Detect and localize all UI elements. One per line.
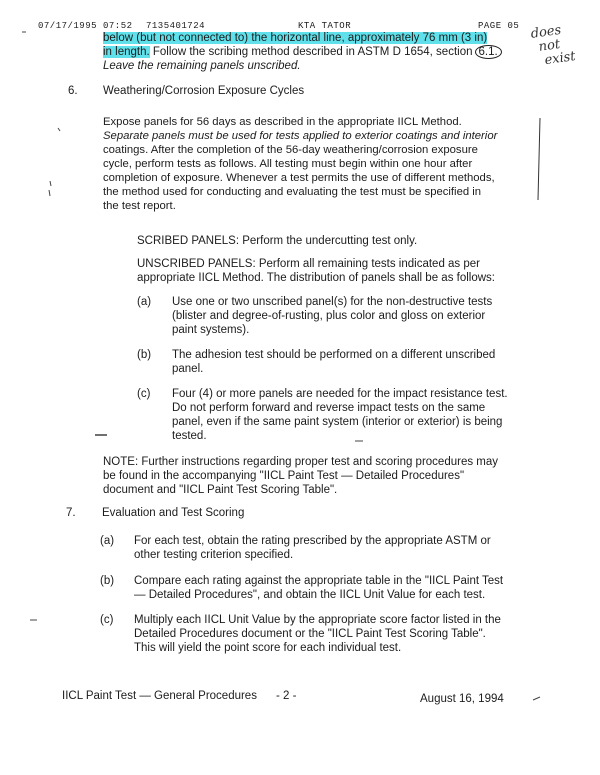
fax-page: PAGE 05 [478,21,520,31]
unscribed-panels: UNSCRIBED PANELS: Perform all remaining tests indicated as per appropriate IICL Method. The distribution of panels shall be as follows: [137,258,495,284]
footer-date: August 16, 1994 [420,693,504,705]
highlighted-text: below (but not connected to) the horizontal line, approximately 76 mm (3 in) [103,32,488,44]
handwritten-word: exist [543,49,577,69]
handwritten-word: does [529,22,563,42]
item-label: (b) [137,349,152,361]
section-6-title: Weathering/Corrosion Exposure Cycles [103,85,305,97]
stray-mark [50,181,51,186]
item-label: (c) [100,614,114,626]
note: NOTE: Further instructions regarding proper test and scoring procedures may be found in the accompanying "IICL Paint Test — Detailed Procedures" document and "IICL Paint Test Scoring Table". [103,456,499,496]
fax-time: 07:52 [103,21,133,31]
stray-mark [49,190,50,196]
item-label: (c) [137,388,151,400]
list-item: Use one or two unscribed panel(s) for the non-destructive tests (blister and degree-of-rusting, plus color and gloss on exterior paint systems). [172,296,493,336]
section-6-number: 6. [68,85,78,97]
list-item: The adhesion test should be performed on a different unscribed panel. [172,349,496,375]
list-item: For each test, obtain the rating prescribed by the appropriate ASTM or other testing criterion specified. [134,535,491,561]
item-label: (b) [100,575,115,587]
margin-line [538,118,540,200]
handwritten-word: not [537,37,562,55]
fax-date: 07/17/1995 [38,21,98,31]
list-item: Compare each rating against the appropriate table in the "IICL Paint Test — Detailed Procedures", and obtain the IICL Unit Value for each test. [134,575,504,601]
section-7-number: 7. [66,507,76,519]
fax-sender: KTA TATOR [298,21,352,31]
list-item: Four (4) or more panels are needed for the impact resistance test. Do not perform forward and reverse impact tests on the same panel, even if the same paint system (interior or exterior) is being tested. [172,388,508,442]
section-6-paragraph: Expose panels for 56 days as described in the appropriate IICL Method. Separate panels must be used for tests applied to exterior coatings and interior coatings. After the completion of the 56-day weathering/corrosion exposure cycle, perform tests as follows. All testing must begin within one hour after completion of exposure. Whenever a test permits the use of different methods, the method used for conducting and evaluating the test must be specified in the test report. [103,116,498,212]
top-fragment: below (but not connected to) the horizontal line, approximately 76 mm (3 in) in length. Follow the scribing method described in ASTM D 1654, section 6.1. Leave the remaining panels unscribed. [103,31,523,73]
section-ref-circled: 6.1. [475,45,502,59]
section-7-title: Evaluation and Test Scoring [102,507,245,519]
scribed-panels: SCRIBED PANELS: Perform the undercutting test only. [137,235,418,247]
footer-page-number: - 2 - [276,690,297,702]
stray-mark [58,128,60,131]
footer-title: IICL Paint Test — General Procedures [62,690,257,702]
item-label: (a) [100,535,115,547]
item-label: (a) [137,296,152,308]
fax-number: 7135401724 [146,21,206,31]
stray-mark [533,697,540,700]
list-item: Multiply each IICL Unit Value by the appropriate score factor listed in the Detailed Procedures document or the "IICL Paint Test Scoring Table". This will yield the point score for each individual test. [134,614,501,654]
highlighted-text: in length. [103,46,150,58]
